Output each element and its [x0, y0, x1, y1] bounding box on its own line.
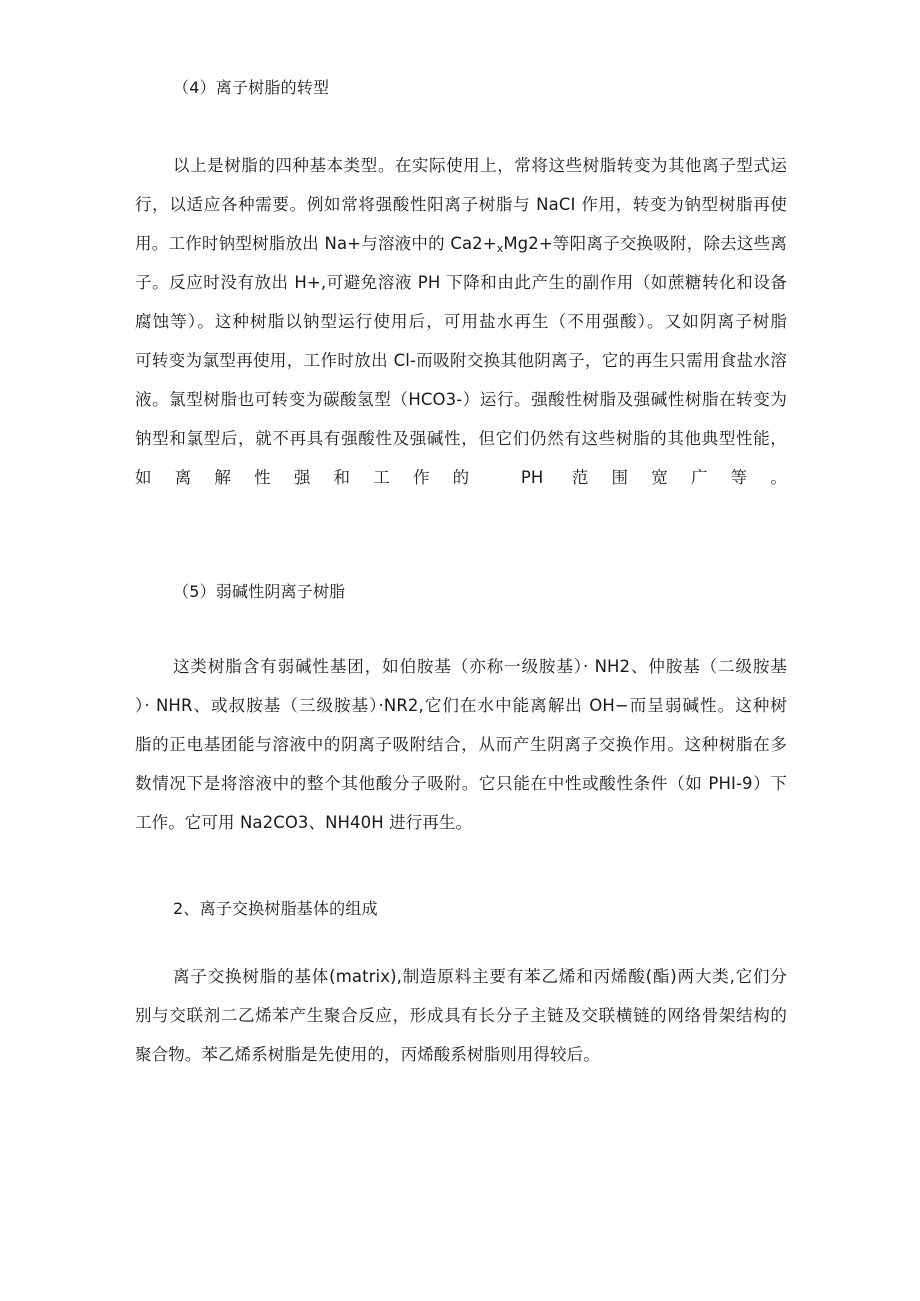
section-2-heading: 2、离子交换树脂基体的组成 — [173, 899, 378, 918]
paragraph-line: 液。氯型树脂也可转变为碳酸氢型（HCO3-）运行。强酸性树脂及强碱性树脂在转变为 — [135, 390, 787, 409]
paragraph-line: 聚合物。苯乙烯系树脂是先使用的，丙烯酸系树脂则用得较后。 — [135, 1045, 600, 1064]
paragraph-line: 工作。它可用 Na2CO3、NH40H 进行再生。 — [135, 813, 473, 832]
section-4-heading: （4）离子树脂的转型 — [173, 78, 330, 97]
paragraph-line: ）· NHR、或叔胺基（三级胺基）·NR2,它们在水中能离解出 OH−而呈弱碱性。这种树 — [135, 696, 787, 715]
paragraph-line: 钠型和氯型后，就不再具有强酸性及强碱性，但它们仍然有这些树脂的其他典型性能， — [135, 429, 787, 448]
paragraph-line — [135, 497, 787, 536]
subscript-x: x — [496, 242, 504, 255]
paragraph-line: 腐蚀等）。这种树脂以钠型运行使用后，可用盐水再生（不用强酸）。又如阴离子树脂 — [135, 312, 787, 331]
section-2-paragraph — [135, 957, 787, 1074]
paragraph-line: 这类树脂含有弱碱性基团，如伯胺基（亦称一级胺基）· NH2、仲胺基（二级胺基 — [173, 657, 787, 676]
paragraph-line: 可转变为氯型再使用，工作时放出 Cl-而吸附交换其他阴离子，它的再生只需用食盐水溶 — [135, 351, 787, 370]
line-part: Mg2+等阳离子交换吸附，除去这些离 — [503, 234, 787, 253]
paragraph-line: 别与交联剂二乙烯苯产生聚合反应，形成具有长分子主链及交联横链的网络骨架结构的 — [135, 1006, 787, 1025]
paragraph-line: 数情况下是将溶液中的整个其他酸分子吸附。它只能在中性或酸性条件（如 PHI-9）下 — [135, 774, 787, 793]
paragraph-line: 如离解性强和工作的 PH 范围宽广等。 — [135, 468, 787, 487]
paragraph-line: 离子交换树脂的基体(matrix),制造原料主要有苯乙烯和丙烯酸(酯)两大类,它们分 — [173, 967, 787, 986]
paragraph-line: 子。反应时没有放出 H+,可避免溶液 PH 下降和由此产生的副作用（如蔗糖转化和设备 — [135, 273, 787, 292]
section-5-heading: （5）弱碱性阴离子树脂 — [173, 582, 346, 601]
line-part: 用。工作时钠型树脂放出 Na+与溶液中的 Ca2+ — [135, 234, 497, 253]
paragraph-line: 行，以适应各种需要。例如常将强酸性阳离子树脂与 NaCI 作用，转变为钠型树脂再使 — [135, 195, 787, 214]
section-5-paragraph — [135, 647, 787, 842]
paragraph-line — [135, 224, 787, 263]
paragraph-line: 脂的正电基团能与溶液中的阴离子吸附结合，从而产生阴离子交换作用。这种树脂在多 — [135, 735, 787, 754]
paragraph-line: 以上是树脂的四种基本类型。在实际使用上，常将这些树脂转变为其他离子型式运 — [173, 156, 787, 175]
section-4-paragraph — [135, 146, 787, 536]
